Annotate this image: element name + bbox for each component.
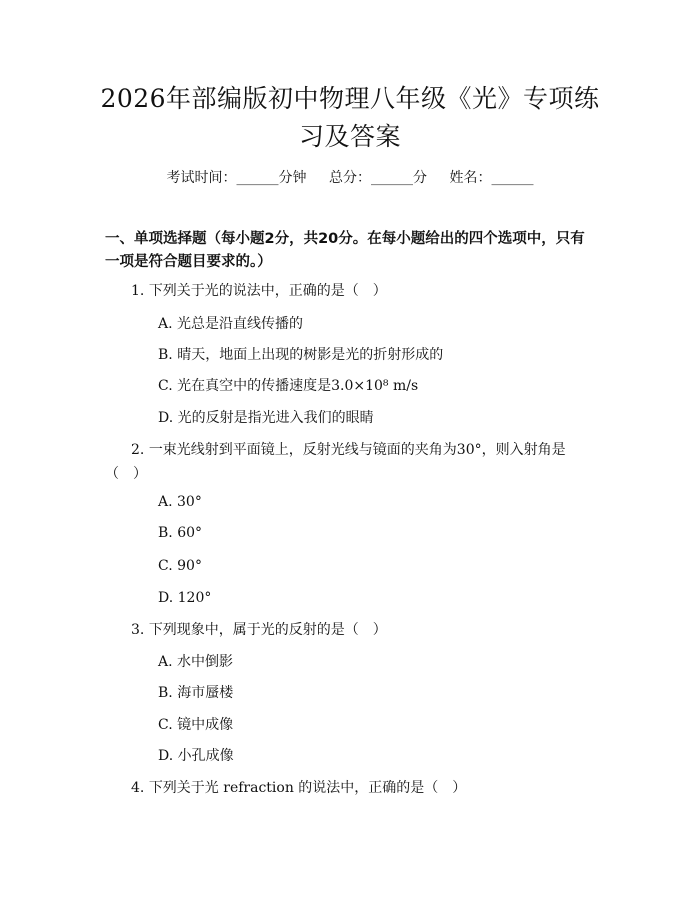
question-number: 3. <box>131 622 145 638</box>
option-letter: A. <box>158 654 173 670</box>
document-title: 2026年部编版初中物理八年级《光》专项练习及答案 <box>100 84 600 151</box>
option-letter: A. <box>158 494 173 510</box>
question-text: 下列关于光的说法中，正确的是（ ） <box>148 283 387 299</box>
option-text: 水中倒影 <box>177 654 234 670</box>
option-letter: B. <box>158 685 173 701</box>
option-text: 30° <box>177 494 202 510</box>
question-2-option-a <box>158 492 588 512</box>
option-letter: C. <box>158 717 173 733</box>
option-text: 120° <box>177 590 212 606</box>
option-letter: A. <box>158 316 173 332</box>
option-text: 光的反射是指光进入我们的眼睛 <box>177 410 374 426</box>
option-letter: B. <box>158 525 173 541</box>
question-text: 下列现象中，属于光的反射的是（ ） <box>148 622 387 638</box>
exam-time-field: 考试时间：______分钟 <box>166 170 307 186</box>
option-text: 海市蜃楼 <box>177 685 234 701</box>
question-2 <box>105 438 597 486</box>
question-3-option-b <box>158 683 588 703</box>
section-heading: 一、单项选择题（每小题2分，共20分。在每小题给出的四个选项中，只有一项是符合题目要求的。） <box>105 231 585 270</box>
total-score-field: 总分：______分 <box>329 170 427 186</box>
option-letter: B. <box>158 347 173 363</box>
question-3-option-a <box>158 652 588 672</box>
question-2-option-b <box>158 523 588 543</box>
student-name-field: 姓名：______ <box>449 170 534 186</box>
question-number: 4. <box>131 780 145 796</box>
question-3-option-c <box>158 715 588 735</box>
question-1 <box>131 280 601 302</box>
option-text: 90° <box>177 558 202 574</box>
option-letter: D. <box>158 748 174 764</box>
question-3-option-d <box>158 746 588 766</box>
option-text: 光总是沿直线传播的 <box>177 316 304 332</box>
question-1-option-a <box>158 314 588 334</box>
option-letter: C. <box>158 558 173 574</box>
option-letter: D. <box>158 410 174 426</box>
question-2-option-d <box>158 588 588 608</box>
question-4 <box>131 777 601 799</box>
option-text: 镜中成像 <box>177 717 234 733</box>
option-text: 60° <box>177 525 203 541</box>
question-text: 一束光线射到平面镜上，反射光线与镜面的夹角为30°，则入射角是（ ） <box>105 442 566 482</box>
question-1-option-c <box>158 376 588 396</box>
option-letter: D. <box>158 590 174 606</box>
question-2-option-c <box>158 556 588 576</box>
option-letter: C. <box>158 378 173 394</box>
question-number: 2. <box>131 442 145 458</box>
option-text: 小孔成像 <box>177 748 234 764</box>
question-1-option-d <box>158 408 588 428</box>
option-text: 晴天，地面上出现的树影是光的折射形成的 <box>177 347 444 363</box>
option-text: 光在真空中的传播速度是3.0×10⁸ m/s <box>177 378 419 394</box>
question-number: 1. <box>131 283 145 299</box>
question-text: 下列关于光 refraction 的说法中，正确的是（ ） <box>148 780 467 796</box>
question-3 <box>131 619 601 641</box>
exam-meta <box>0 168 700 188</box>
question-1-option-b <box>158 345 588 365</box>
